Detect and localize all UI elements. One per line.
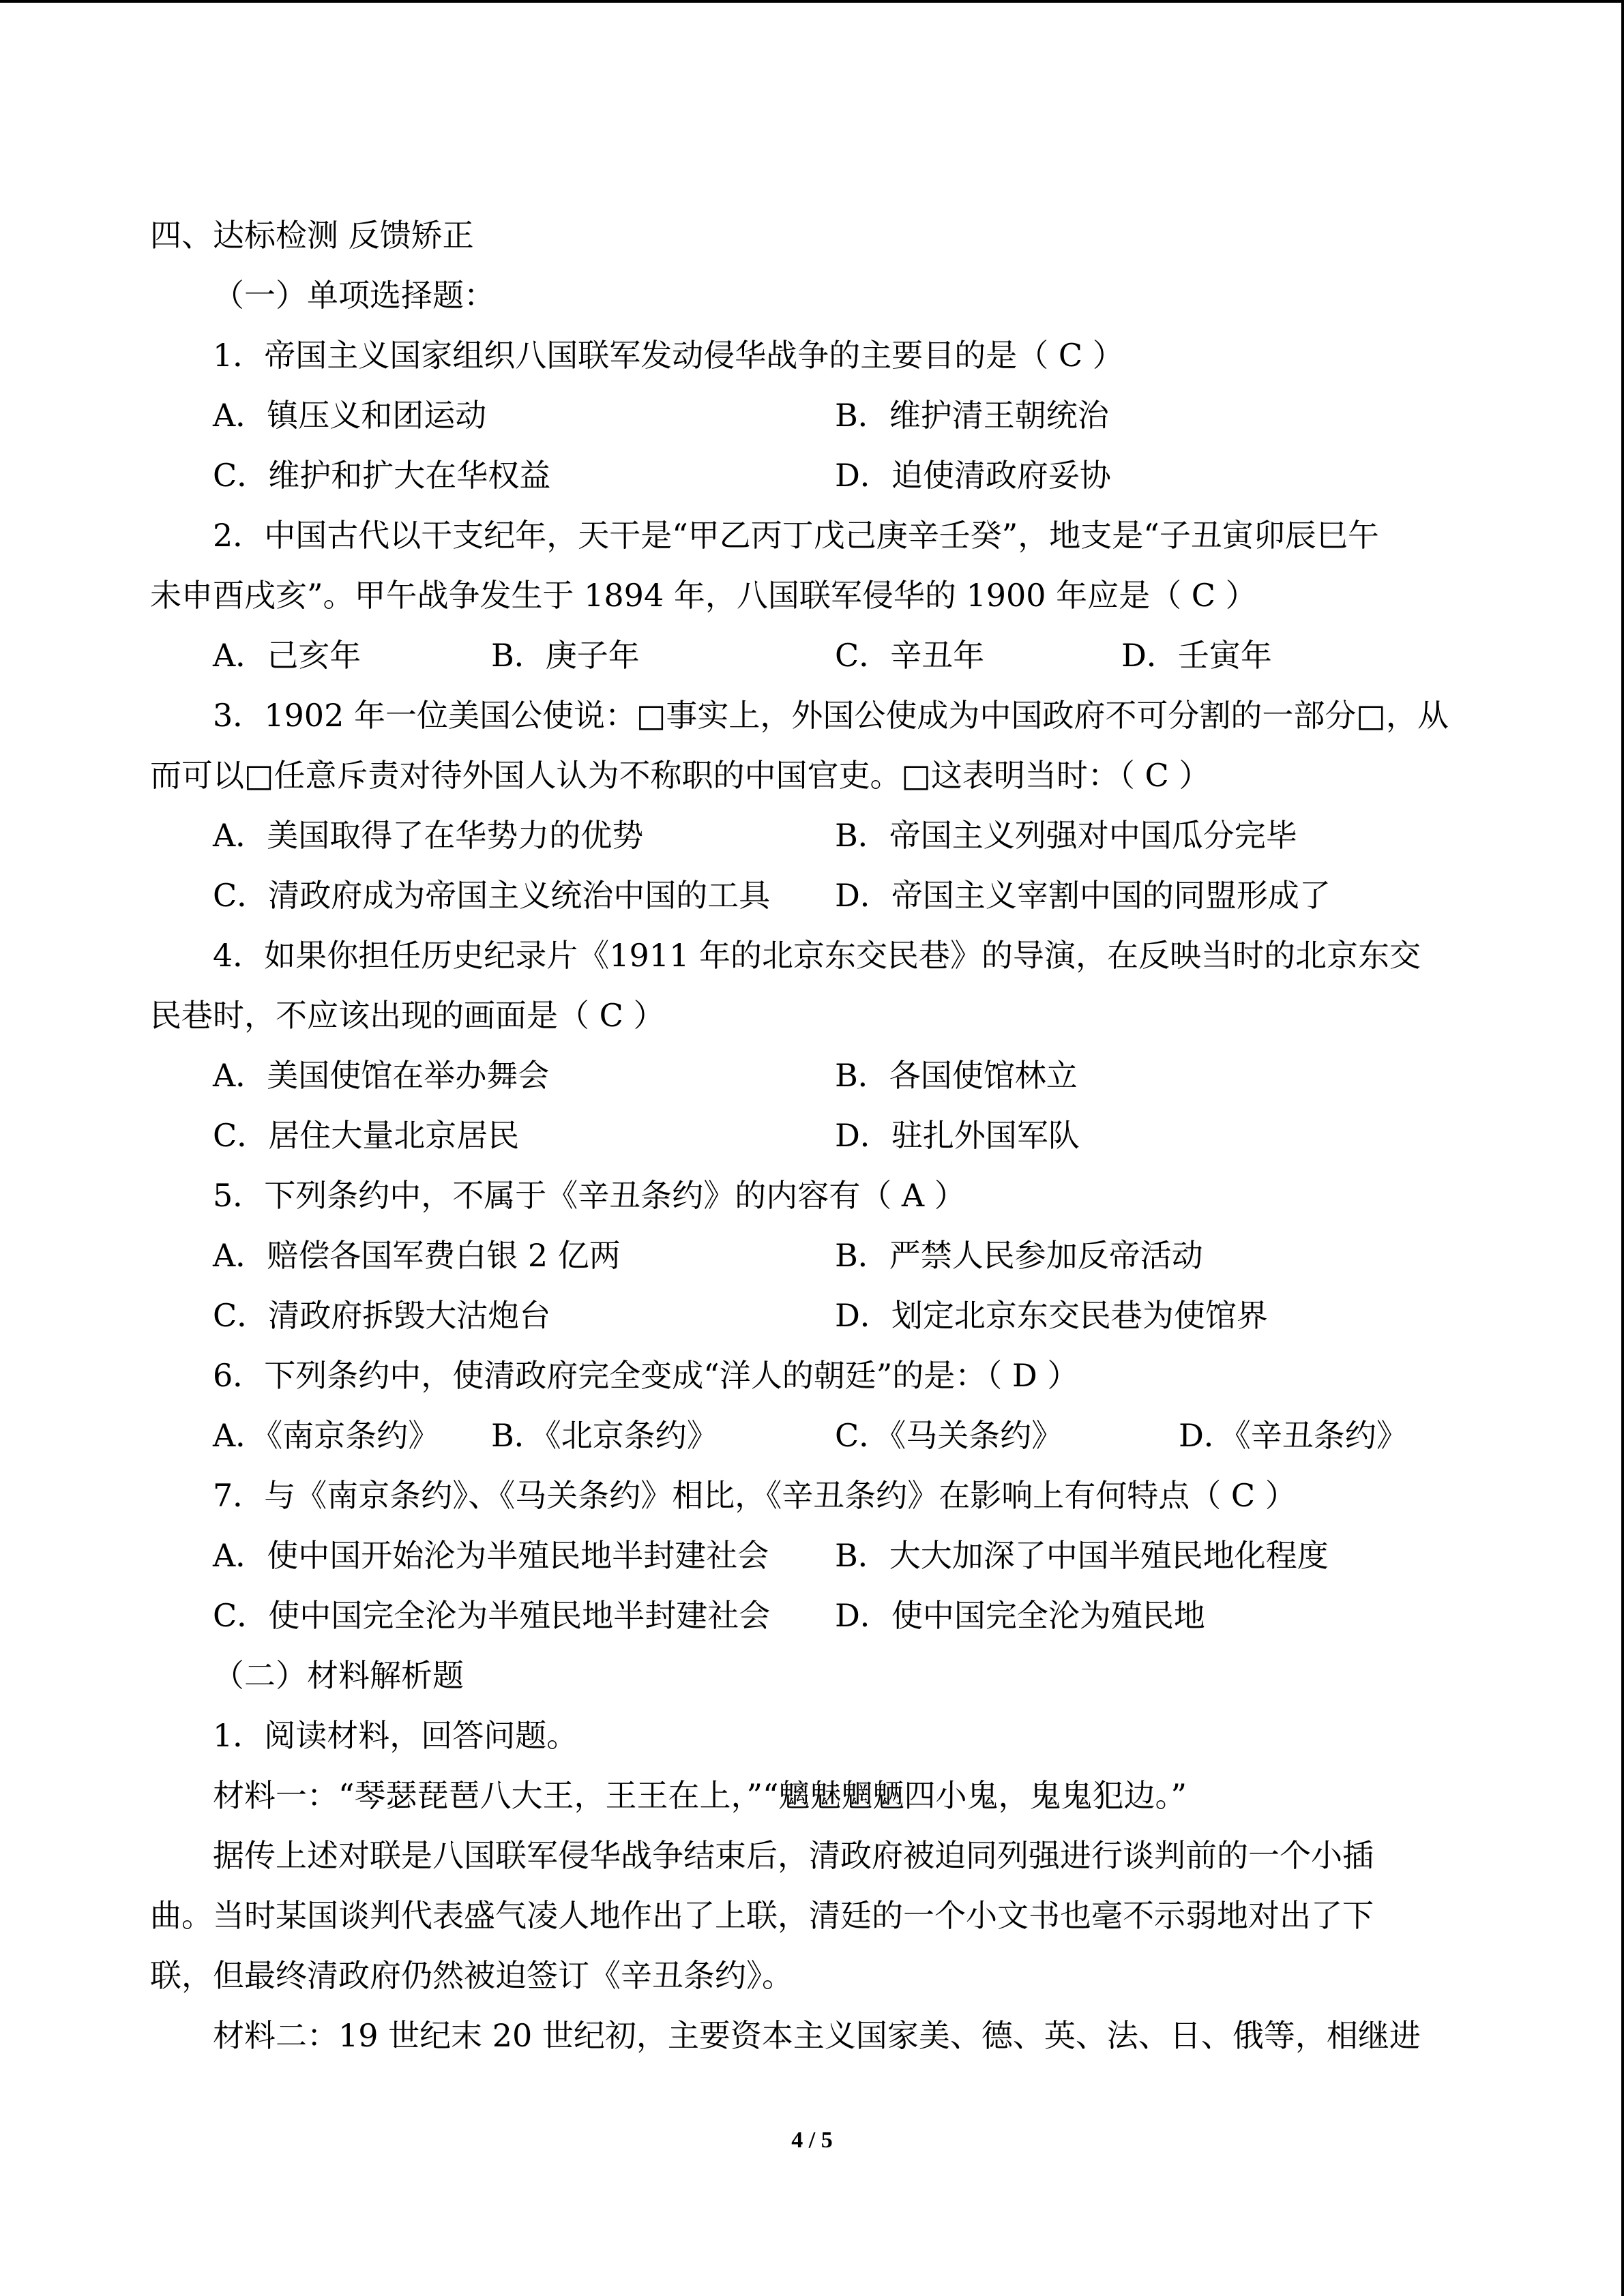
question-3-stem-line2: 而可以□任意斥责对待外国人认为不称职的中国官吏。□这表明当时：（ C ）	[150, 757, 1211, 794]
question-2-stem-line2: 未申酉戌亥”。甲午战争发生于 1894 年，八国联军侵华的 1900 年应是（ C ）	[150, 577, 1257, 614]
question-6-option-b: B．《北京条约》	[491, 1417, 718, 1454]
question-6-option-c: C．《马关条约》	[835, 1417, 1063, 1454]
question-5-option-a: A．赔偿各国军费白银 2 亿两	[213, 1237, 621, 1274]
question-4-option-d: D．驻扎外国军队	[835, 1117, 1080, 1154]
question-1-option-c: C．维护和扩大在华权益	[213, 457, 551, 494]
question-5-option-d: D．划定北京东交民巷为使馆界	[835, 1297, 1268, 1334]
question-2-option-b: B．庚子年	[491, 637, 640, 674]
material-1-desc-line3: 联，但最终清政府仍然被迫签订《辛丑条约》。	[150, 1957, 793, 1994]
material-question-1: 1．阅读材料，回答问题。	[213, 1717, 578, 1754]
material-2: 材料二：19 世纪末 20 世纪初，主要资本主义国家美、德、英、法、日、俄等，相继进	[213, 2017, 1421, 2054]
question-5-stem: 5．下列条约中，不属于《辛丑条约》的内容有（ A ）	[213, 1177, 966, 1214]
question-7-option-b: B．大大加深了中国半殖民地化程度	[835, 1537, 1329, 1574]
question-3-option-d: D．帝国主义宰割中国的同盟形成了	[835, 877, 1331, 914]
question-7-option-d: D．使中国完全沦为殖民地	[835, 1597, 1205, 1634]
question-7-stem: 7．与《南京条约》、《马关条约》相比，《辛丑条约》在影响上有何特点（ C ）	[213, 1477, 1297, 1514]
question-2-option-a: A．己亥年	[213, 637, 361, 674]
question-6-option-d: D．《辛丑条约》	[1179, 1417, 1408, 1454]
question-3-option-c: C．清政府成为帝国主义统治中国的工具	[213, 877, 771, 914]
question-6-stem: 6．下列条约中，使清政府完全变成“洋人的朝廷”的是：（ D ）	[213, 1357, 1079, 1394]
question-6-option-a: A．《南京条约》	[213, 1417, 440, 1454]
question-4-option-b: B．各国使馆林立	[835, 1057, 1078, 1094]
question-1-stem: 1．帝国主义国家组织八国联军发动侵华战争的主要目的是（ C ）	[213, 337, 1124, 374]
material-1: 材料一：“琴瑟琵琶八大王，王王在上，”“魑魅魍魉四小鬼，鬼鬼犯边。”	[213, 1777, 1187, 1814]
question-1-option-a: A．镇压义和团运动	[213, 397, 487, 434]
question-2-option-c: C．辛丑年	[835, 637, 985, 674]
question-4-option-c: C．居住大量北京居民	[213, 1117, 520, 1154]
material-1-desc-line2: 曲。当时某国谈判代表盛气凌人地作出了上联，清廷的一个小文书也毫不示弱地对出了下	[150, 1897, 1374, 1934]
material-1-desc-line1: 据传上述对联是八国联军侵华战争结束后，清政府被迫同列强进行谈判前的一个小插	[213, 1837, 1374, 1874]
question-2-stem-line1: 2．中国古代以干支纪年，天干是“甲乙丙丁戊己庚辛壬癸”，地支是“子丑寅卯辰巳午	[213, 517, 1379, 554]
question-1-option-b: B．维护清王朝统治	[835, 397, 1109, 434]
question-3-stem-line1: 3．1902 年一位美国公使说：□事实上，外国公使成为中国政府不可分割的一部分□，从	[213, 697, 1449, 734]
question-7-option-c: C．使中国完全沦为半殖民地半封建社会	[213, 1597, 771, 1634]
question-4-stem-line1: 4．如果你担任历史纪录片《1911 年的北京东交民巷》的导演，在反映当时的北京东交	[213, 937, 1421, 974]
question-5-option-c: C．清政府拆毁大沽炮台	[213, 1297, 551, 1334]
page-number: 4 / 5	[791, 2128, 833, 2153]
question-2-option-d: D．壬寅年	[1121, 637, 1272, 674]
question-1-option-d: D．迫使清政府妥协	[835, 457, 1111, 494]
part1-title: （一）单项选择题：	[213, 277, 495, 314]
question-4-stem-line2: 民巷时，不应该出现的画面是（ C ）	[150, 997, 665, 1034]
question-4-option-a: A．美国使馆在举办舞会	[213, 1057, 550, 1094]
question-3-option-b: B．帝国主义列强对中国瓜分完毕	[835, 817, 1297, 854]
question-3-option-a: A．美国取得了在华势力的优势	[213, 817, 644, 854]
part2-title: （二）材料解析题	[213, 1657, 464, 1694]
question-5-option-b: B．严禁人民参加反帝活动	[835, 1237, 1203, 1274]
question-7-option-a: A．使中国开始沦为半殖民地半封建社会	[213, 1537, 769, 1574]
section-title: 四、达标检测 反馈矫正	[150, 217, 474, 254]
